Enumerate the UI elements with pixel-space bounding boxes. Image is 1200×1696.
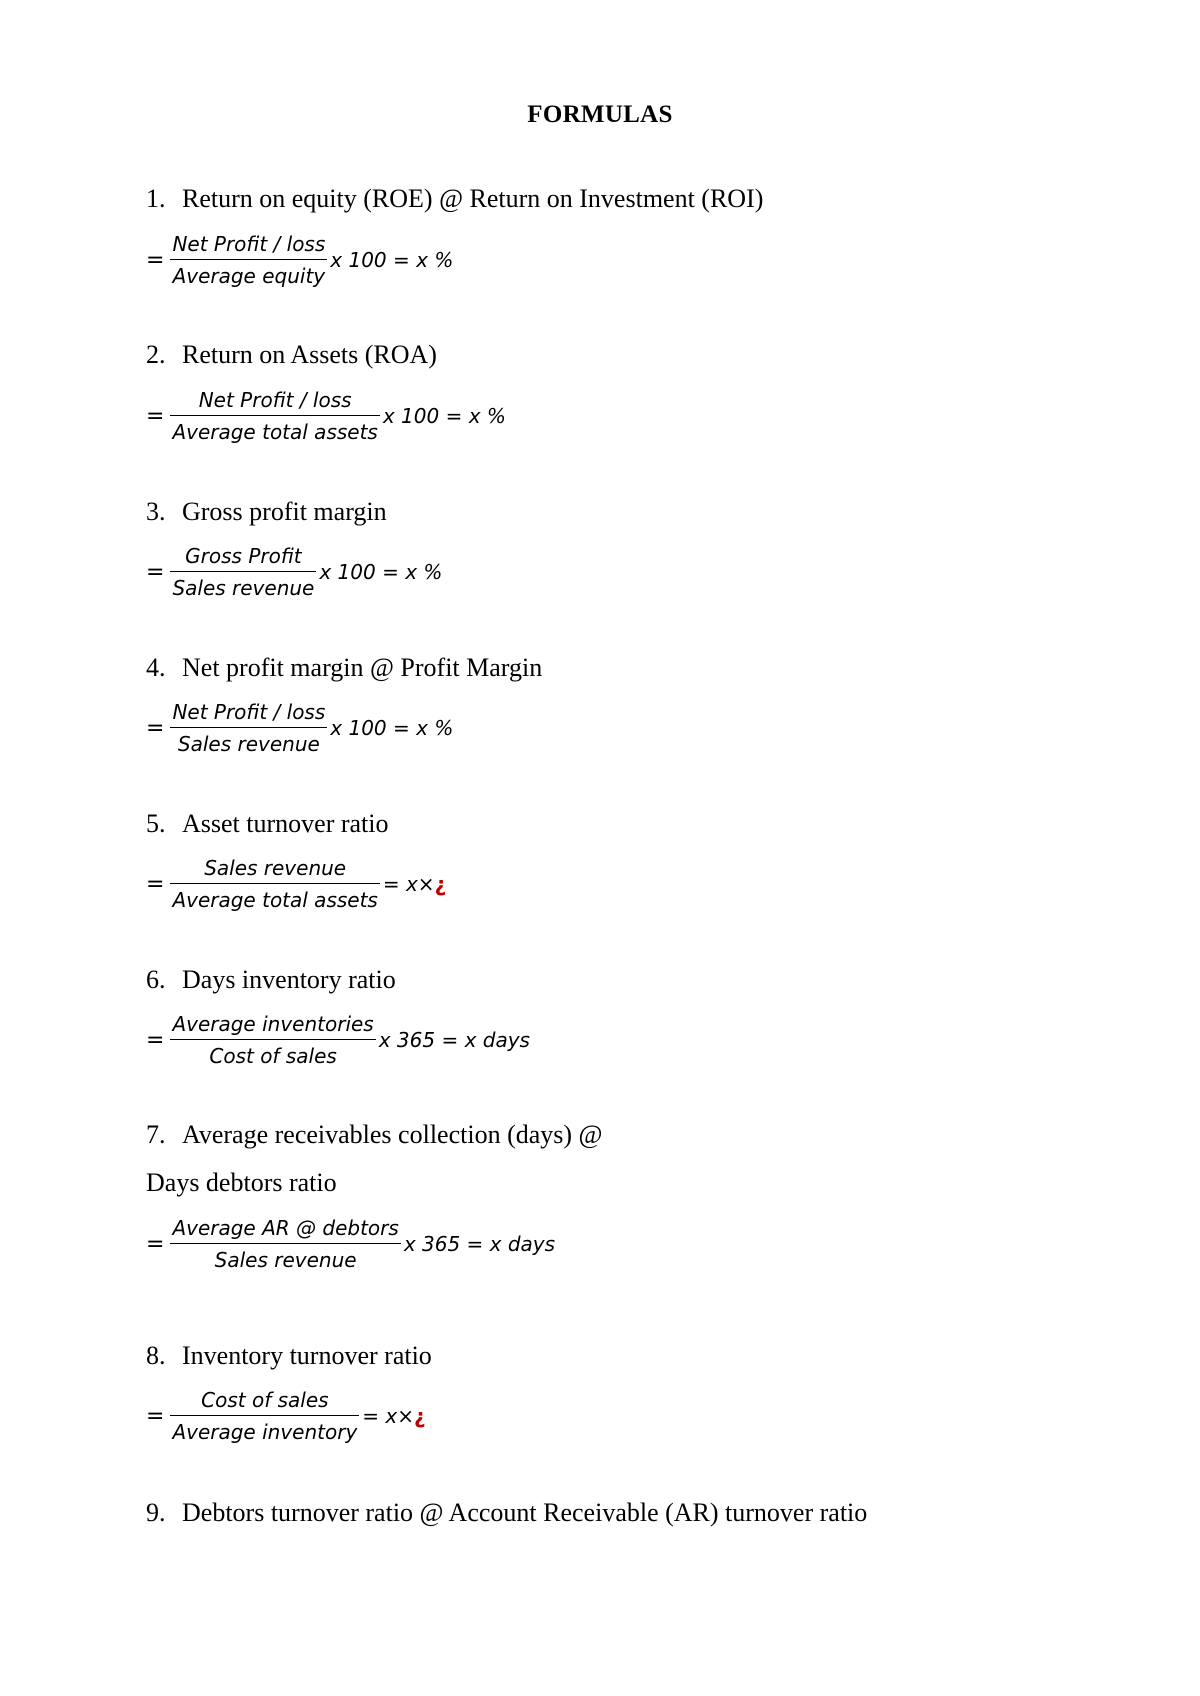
fraction: [170, 1011, 375, 1069]
formula-tail: x 365 = x days: [378, 1028, 530, 1052]
numerator: Net Profit / loss: [198, 388, 352, 412]
item-number: 9.: [146, 1498, 166, 1527]
fraction: [170, 699, 327, 757]
equals-sign: =: [146, 1231, 165, 1257]
denominator: Sales revenue: [170, 1243, 400, 1273]
heading-text: Days inventory ratio: [182, 965, 396, 994]
formula-receivables-collection: [146, 1212, 555, 1276]
item-number: 5.: [146, 809, 166, 838]
formula-tail: x 100 = x %: [330, 716, 454, 740]
formula-tail: = x×: [382, 872, 435, 896]
item-number: 3.: [146, 497, 166, 526]
equals-sign: =: [146, 1403, 165, 1429]
formula-heading-roa: [146, 340, 437, 370]
formula-tail: x 100 = x %: [382, 404, 506, 428]
fraction: [170, 543, 316, 601]
formula-inventory-turnover: [146, 1384, 426, 1448]
fraction: [170, 855, 379, 913]
formula-heading-inventory-turnover: [146, 1341, 432, 1371]
equals-sign: =: [146, 1027, 165, 1053]
unknown-character-mark: ¿: [434, 872, 447, 896]
heading-text: Debtors turnover ratio @ Account Receivable (AR) turnover ratio: [182, 1498, 868, 1527]
formula-roe: [146, 228, 453, 292]
denominator: Average total assets: [170, 415, 379, 445]
equals-sign: =: [146, 715, 165, 741]
numerator: Net Profit / loss: [172, 700, 326, 724]
denominator: Average total assets: [170, 883, 379, 913]
formula-roa: [146, 384, 506, 448]
heading-text: Inventory turnover ratio: [182, 1341, 432, 1370]
unknown-character-mark: ¿: [414, 1404, 426, 1428]
item-number: 1.: [146, 184, 166, 213]
heading-text: Return on equity (ROE) @ Return on Investment (ROI): [182, 184, 764, 213]
formula-heading-roe: [146, 184, 763, 214]
numerator: Average AR @ debtors: [172, 1216, 399, 1240]
formula-tail: x 365 = x days: [403, 1232, 556, 1256]
formula-heading-receivables-collection: [146, 1120, 602, 1150]
numerator: Net Profit / loss: [172, 232, 326, 256]
numerator: Sales revenue: [204, 856, 347, 880]
heading-text: Gross profit margin: [182, 497, 387, 526]
formula-heading-debtors-turnover: [146, 1498, 867, 1528]
formula-tail: x 100 = x %: [330, 248, 454, 272]
heading-text: Return on Assets (ROA): [182, 340, 437, 369]
document-title: FORMULAS: [527, 101, 673, 128]
numerator: Average inventories: [172, 1012, 374, 1036]
formula-heading-net-margin: [146, 653, 542, 683]
formula-net-margin: [146, 696, 453, 760]
numerator: Gross Profit: [185, 544, 302, 568]
formula-heading-days-inventory: [146, 965, 396, 995]
fraction: [170, 387, 379, 445]
formula-tail: = x×: [362, 1404, 414, 1428]
denominator: Sales revenue: [170, 727, 327, 757]
equals-sign: =: [146, 403, 165, 429]
heading-text: Net profit margin @ Profit Margin: [182, 653, 543, 682]
item-number: 8.: [146, 1341, 166, 1370]
item-number: 6.: [146, 965, 166, 994]
denominator: Cost of sales: [170, 1039, 375, 1069]
heading-text: Average receivables collection (days) @: [182, 1120, 603, 1149]
formula-asset-turnover: [146, 852, 446, 916]
heading-text: Asset turnover ratio: [182, 809, 389, 838]
formula-days-inventory: [146, 1008, 530, 1072]
heading-continuation: Days debtors ratio: [146, 1168, 337, 1197]
item-number: 7.: [146, 1120, 166, 1149]
formula-gross-margin: [146, 540, 442, 604]
item-number: 4.: [146, 653, 166, 682]
equals-sign: =: [146, 247, 165, 273]
denominator: Average inventory: [170, 1415, 359, 1445]
denominator: Sales revenue: [170, 571, 316, 601]
denominator: Average equity: [170, 259, 327, 289]
numerator: Cost of sales: [201, 1388, 329, 1412]
fraction: [170, 1387, 359, 1445]
fraction: [170, 231, 327, 289]
equals-sign: =: [146, 559, 165, 585]
fraction: [170, 1215, 400, 1273]
formula-heading-asset-turnover: [146, 809, 389, 839]
formula-heading-gross-margin: [146, 497, 387, 527]
formula-tail: x 100 = x %: [319, 560, 443, 584]
item-number: 2.: [146, 340, 166, 369]
equals-sign: =: [146, 871, 165, 897]
